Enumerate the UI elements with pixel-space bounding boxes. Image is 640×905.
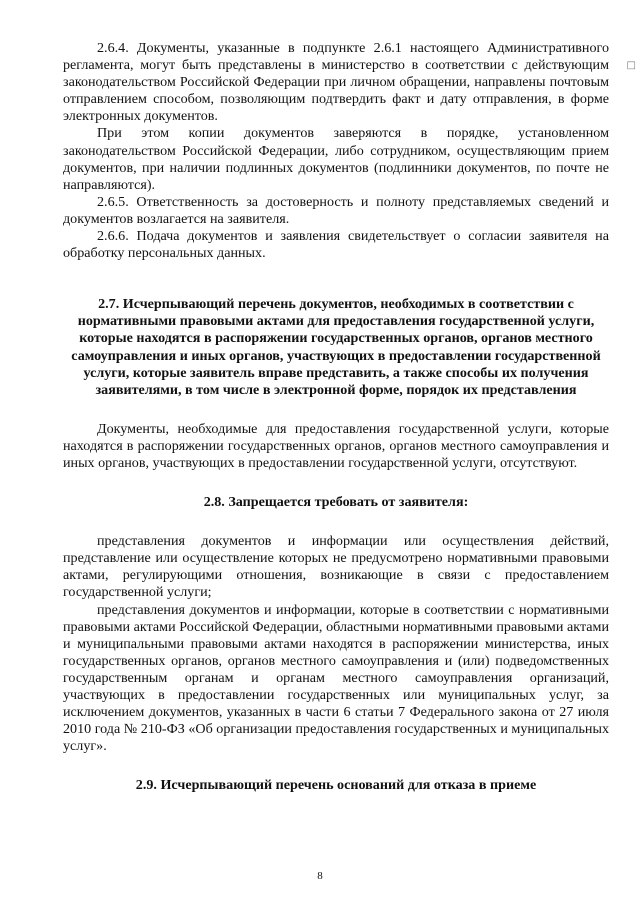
- section-2-8-item-2: представления документов и информации, которые в соответствии с нормативными правовыми актами Российской Федерации, областными нормативными правовыми актами и муниципальными правовыми актами находятся в распоряжении министерства, иных государственных органов, органов местного самоуправления и (или) подведомственных государственным органам и органам местного самоуправления организаций, участвующих в предоставлении государственных или муниципальных услуг, за исключением документов, указанных в части 6 статьи 7 Федерального закона от 27 июля 2010 года № 210-ФЗ «Об организации предоставления государственных и муниципальных услуг».: [63, 601, 609, 755]
- scan-edge-mark: □: [626, 60, 636, 71]
- section-2-8-item-1: представления документов и информации или осуществления действий, представление или осуществление которых не предусмотрено нормативными правовыми актами, регулирующими отношения, возникающие в связи с предоставлением государственной услуги;: [63, 533, 609, 601]
- paragraph-2-6-5: 2.6.5. Ответственность за достоверность и полноту представляемых сведений и документов возлагается на заявителя.: [63, 193, 609, 227]
- spacer: [63, 472, 609, 494]
- spacer: [63, 755, 609, 777]
- section-2-7-heading: 2.7. Исчерпывающий перечень документов, необходимых в соответствии с нормативными правовыми актами для предоставления государственной услуги, которые находятся в распоряжении государственных органов, органов местного самоуправления и иных органов, участвующих в предоставлении государственной услуги, которые заявитель вправе представить, а также способы их получения заявителями, в том числе в электронной форме, порядок их представления: [71, 296, 601, 398]
- spacer: [63, 511, 609, 533]
- spacer: [63, 399, 609, 421]
- section-2-7-text: Документы, необходимые для предоставления государственной услуги, которые находятся в распоряжении государственных органов, органов местного самоуправления и иных органов, участвующих в предоставлении государственной услуги, отсутствуют.: [63, 420, 609, 471]
- paragraph-2-6-4: 2.6.4. Документы, указанные в подпункте 2.6.1 настоящего Административного регламента, могут быть представлены в министерство в соответствии с действующим законодательством Российской Федерации при личном обращении, направлены почтовым отправлением способом, позволяющим подтвердить факт и дату отправления, в форме электронных документов.: [63, 40, 609, 125]
- paragraph-copies: При этом копии документов заверяются в порядке, установленном законодательством Российской Федерации, либо сотрудником, осуществляющим прием документов, при наличии подлинных документов (подлинники документов, по почте не направляются).: [63, 125, 609, 193]
- document-body: [63, 40, 609, 794]
- paragraph-2-6-6: 2.6.6. Подача документов и заявления свидетельствует о согласии заявителя на обработку персональных данных.: [63, 228, 609, 262]
- section-2-9-heading: 2.9. Исчерпывающий перечень оснований для отказа в приеме: [135, 777, 537, 794]
- page-number: 8: [317, 870, 323, 882]
- spacer: [63, 262, 609, 296]
- section-2-8-heading: 2.8. Запрещается требовать от заявителя:: [203, 494, 469, 511]
